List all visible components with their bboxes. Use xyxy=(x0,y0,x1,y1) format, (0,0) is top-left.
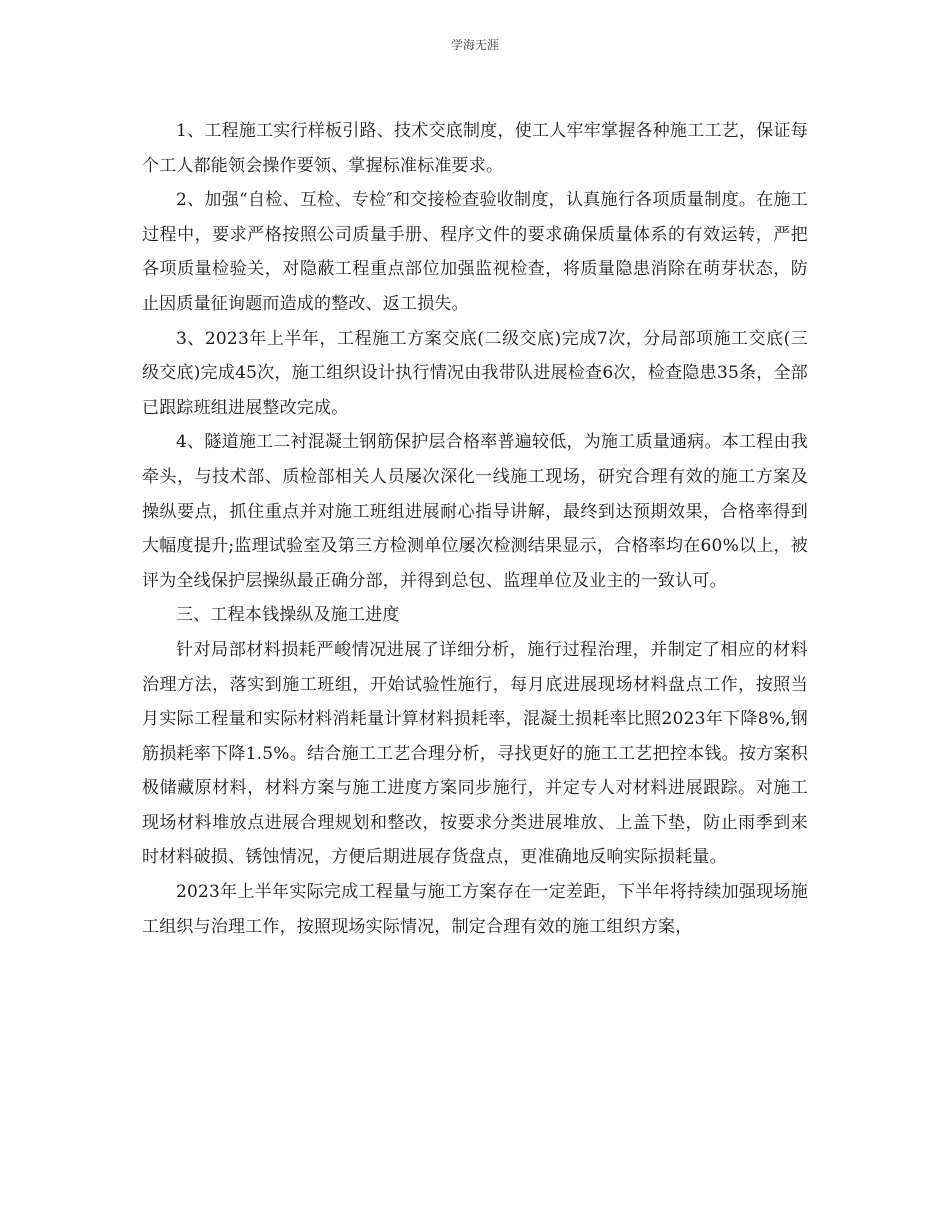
page-header: 学海无涯 xyxy=(450,38,499,52)
paragraph-2: 2、加强“自检、互检、专检″和交接检查验收制度，认真施行各项质量制度。在施工过程中，要求严格按照公司质量手册、程序文件的要求确保质量体系的有效运转，严把各项质量检验关，对隐蔽工程重点部位加强监视检查，将质量隐患消除在萌芽状态，防止因质量征询题而造成的整改、返工损失。 xyxy=(142,190,808,314)
paragraph-4: 4、隧道施工二衬混凝土钢筋保护层合格率普遍较低，为施工质量通病。本工程由我牵头，与技术部、质检部相关人员屡次深化一线施工现场，研究合理有效的施工方案及操纵要点，抓住重点并对施工班组进展耐心指导讲解，最终到达预期效果，合格率得到大幅度提升;监理试验室及第三方检测单位屡次检测结果显示，合格率均在60%以上，被评为全线保护层操纵最正确分部，并得到总包、监理单位及业主的一致认可。 xyxy=(142,432,808,591)
paragraph-6: 2023年上半年实际完成工程量与施工方案存在一定差距，下半年将持续加强现场施工组织与治理工作，按照现场实际情况，制定合理有效的施工组织方案， xyxy=(142,882,808,937)
paragraph-1: 1、工程施工实行样板引路、技术交底制度，使工人牢牢掌握各种施工工艺，保证每个工人都能领会操作要领、掌握标准标准要求。 xyxy=(142,121,808,176)
paragraph-5: 针对局部材料损耗严峻情况进展了详细分析，施行过程治理，并制定了相应的材料治理方法，落实到施工班组，开始试验性施行，每月底进展现场材料盘点工作，按照当月实际工程量和实际材料消耗量计算材料损耗率，混凝土损耗率比照2023年下降8%,钢筋损耗率下降1.5%。结合施工工艺合理分析，寻找更好的施工工艺把控本钱。按方案积极储藏原材料，材料方案与施工进度方案同步施行，并定专人对材料进展跟踪。对施工现场材料堆放点进展合理规划和整改，按要求分类进展堆放、上盖下垫，防止雨季到来时材料破损、锈蚀情况，方便后期进展存货盘点，更准确地反响实际损耗量。 xyxy=(142,639,808,868)
document-body xyxy=(142,114,808,944)
paragraph-3: 3、2023年上半年，工程施工方案交底(二级交底)完成7次，分局部项施工交底(三级交底)完成45次，施工组织设计执行情况由我带队进展检查6次，检查隐患35条，全部已跟踪班组进展整改完成。 xyxy=(142,328,808,418)
section-heading: 三、工程本钱操纵及施工进度 xyxy=(176,605,400,626)
